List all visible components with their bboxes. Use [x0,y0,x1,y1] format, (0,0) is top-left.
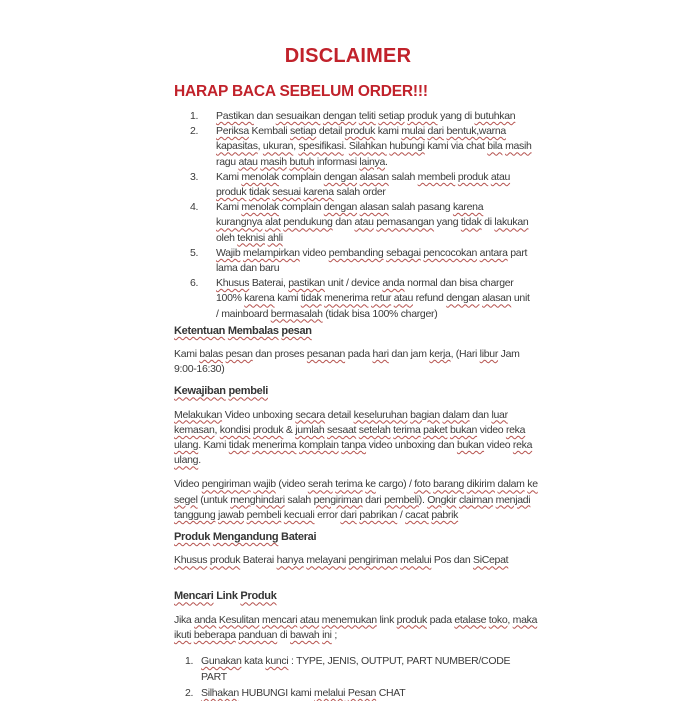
misspelled-word: ahli [267,231,283,244]
misspelled-word: sesuaikan [275,110,321,122]
disclaimer-document [172,44,538,701]
text-run: Video unboxing [222,408,296,421]
text-run: & [283,423,296,436]
page-subtitle: HARAP BACA SEBELUM ORDER!!! [174,83,428,100]
text-run: cargo) / [375,478,415,491]
section [172,589,538,701]
text-run: Video [174,478,202,491]
list-item [172,276,538,322]
text-run: yang di [437,110,475,122]
misspelled-word: bentuk,warna [446,125,506,138]
misspelled-word: serah [307,478,333,491]
misspelled-word: menemukan [321,613,377,626]
misspelled-word: bermasalah [270,307,323,320]
text-run: salah [388,170,418,183]
misspelled-word: libur [479,348,499,361]
list-item [172,200,538,246]
misspelled-word: SiCepat [472,554,509,567]
paragraph [174,347,538,377]
item-number: 4. [190,201,199,214]
misspelled-word: produk [252,423,284,436]
text-run: Jika [174,613,195,626]
item-number: 2. [190,125,199,138]
misspelled-word: menjadi [495,493,531,506]
misspelled-word: pengiriman [201,478,251,491]
misspelled-word: atau [490,170,511,183]
misspelled-word: pembeli [384,493,419,506]
document-sections [172,324,538,701]
misspelled-word: jawab [218,508,244,521]
misspelled-word: ke [365,478,376,491]
misspelled-word: pengiriman [313,493,363,506]
misspelled-word: barang [433,478,465,491]
misspelled-word: Melakukan [174,408,223,421]
misspelled-word: lainya [359,155,386,168]
text-run: (tidak bisa 100% charger) [322,307,438,320]
misspelled-word: butuhkan [474,110,516,122]
text-run: , [293,140,299,153]
misspelled-word: ini [322,628,332,641]
misspelled-word: dengan [323,201,358,214]
misspelled-word: dengan [446,292,480,305]
text-run: unit / mainboard [216,292,530,320]
misspelled-word: anda [194,613,217,626]
misspelled-word: Mengandung [212,531,279,544]
text-run: , [214,423,220,436]
text-run: dari [362,493,385,506]
text-run: Jam 9:00-16:30) [174,348,520,376]
misspelled-word: maka [512,613,538,626]
item-text [216,276,532,322]
text-run: Kami [216,201,242,214]
misspelled-word: sesaat [327,423,357,436]
misspelled-word: pembeli [228,385,268,398]
text-run: dan [469,408,492,421]
text-run: detail [325,408,354,421]
misspelled-word: Pastikan [216,110,254,122]
paragraph [174,553,538,568]
text-run: Link [213,590,241,603]
section-heading [174,530,538,545]
misspelled-word: pesanan [306,348,346,361]
misspelled-word: pabrikan [359,508,398,521]
misspelled-word: panduan [238,628,278,641]
misspelled-word: atau [393,292,413,305]
misspelled-word: setiap [290,125,317,138]
misspelled-word: wajib [253,478,276,491]
section [172,324,538,378]
text-run: di [277,628,291,641]
misspelled-word: produk [216,186,247,199]
section-heading [174,384,538,399]
misspelled-word: pendukung [283,216,333,229]
misspelled-word: tidak [248,186,270,199]
item-number: 2. [185,687,194,700]
misspelled-word: atau [238,155,258,168]
section-heading [174,589,538,604]
misspelled-word: pengiriman [348,554,398,567]
misspelled-word: hubungi [389,140,425,153]
misspelled-word: bagian [410,408,440,421]
text-run: , (Hari [450,348,480,361]
text-run: dan [332,216,355,229]
misspelled-word: melalui [400,554,432,567]
misspelled-word: alasan [359,201,389,214]
misspelled-word: atau [354,216,374,229]
misspelled-word: ukuran [262,140,294,153]
text-run: video unboxing dan [366,439,457,452]
text-run: Baterai [278,531,317,544]
misspelled-word: menolak [241,170,279,183]
misspelled-word: kondisi [219,423,251,436]
misspelled-word: bila [487,140,503,153]
misspelled-word: masih [505,140,532,153]
text-run: normal dan bisa charger 100% [216,277,514,305]
text-run: CHAT [376,687,406,700]
misspelled-word: hari [372,348,389,361]
misspelled-word: kurangnya [216,216,263,229]
misspelled-word: Kewajiban [174,385,226,398]
list-item [172,246,538,276]
misspelled-word: produk [457,170,489,183]
misspelled-word: melalui [314,687,346,700]
item-number: 1. [185,655,194,668]
misspelled-word: mencari [262,613,298,626]
item-number: 3. [190,170,199,183]
misspelled-word: produk [209,554,241,567]
text-run: kata [241,655,266,668]
text-run: part lama dan baru [216,246,528,275]
misspelled-word: Kesulitan [218,613,260,626]
text-run: ). [418,493,428,506]
misspelled-word: masih [260,155,287,168]
section-heading [174,324,538,339]
misspelled-word: pabrik [431,508,459,521]
misspelled-word: foto [414,478,431,491]
text-run: dan proses [252,348,307,361]
misspelled-word: balas [199,348,223,361]
misspelled-word: claiman [458,493,494,506]
misspelled-word: produk [407,110,438,122]
text-run: (video [275,478,308,491]
text-run: oleh [216,231,238,244]
page-title: DISCLAIMER [284,45,412,67]
guide-list [185,653,538,701]
misspelled-word: menerima [324,292,369,305]
misspelled-word: Ongkir [427,493,457,506]
misspelled-word: Khusus [174,554,208,567]
misspelled-word: dengan [323,170,358,183]
misspelled-word: bawah [290,628,320,641]
text-run: ragu [216,155,239,168]
text-run: . Kami [198,439,229,452]
text-run: , [257,140,263,153]
paragraph [174,477,538,523]
misspelled-word: setelah [358,423,391,436]
misspelled-word: menerima [252,439,297,452]
text-run: informasi [314,155,360,168]
misspelled-word: sesuai [272,186,301,199]
misspelled-word: dengan [322,110,357,122]
misspelled-word: tidak [460,216,482,229]
misspelled-word: spesifikasi [298,140,344,153]
paragraph [174,613,538,643]
item-text [198,685,538,701]
misspelled-word: Produk [240,590,277,603]
misspelled-word: sebagai [386,246,421,259]
item-number: 5. [190,246,199,259]
misspelled-word: kemasan [174,423,215,436]
list-item [172,124,538,170]
item-text [216,246,532,276]
misspelled-word: Mencari [174,590,214,603]
misspelled-word: paket [423,423,448,436]
text-run: salah [284,493,314,506]
misspelled-word: Wajib [216,246,241,259]
section [172,384,538,523]
text-run: error [314,508,341,521]
list-item [172,170,538,200]
misspelled-word: teknisi [237,231,265,244]
text-run: Baterai [240,554,277,567]
misspelled-word: melampirkan [243,246,300,259]
text-run: salah pasang [388,201,453,214]
misspelled-word: Pesan [347,687,377,700]
misspelled-word: mulai [401,125,425,138]
misspelled-word: terima [335,478,363,491]
text-run: (untuk [197,493,231,506]
misspelled-word: cacat [405,508,429,521]
misspelled-word: atau [299,613,320,626]
text-run: , [507,613,513,626]
misspelled-word: dikirim [466,478,495,491]
text-run: Kami [174,348,200,361]
misspelled-word: Membalas [227,324,279,337]
misspelled-word: Ketentuan [174,324,226,337]
misspelled-word: karena [452,201,484,214]
misspelled-word: tanggung [174,508,216,521]
text-run: di [481,216,495,229]
text-run: video [484,439,513,452]
misspelled-word: dari [427,125,444,138]
guide-list-item [185,685,538,701]
text-run: complain [278,201,324,214]
misspelled-word: tidak [228,439,250,452]
misspelled-word: menghindari [230,493,285,506]
misspelled-word: toko [488,613,508,626]
disclaimer-list [172,109,538,322]
text-run: kami via chat [424,140,488,153]
misspelled-word: Gunakan [201,655,242,668]
misspelled-word: dari [340,508,357,521]
misspelled-word: kerja [429,348,451,361]
item-text [216,109,532,124]
text-run: ; [331,628,337,641]
text-run: complain [278,170,324,183]
misspelled-word: reka [512,439,533,452]
misspelled-word: ulang [174,439,199,452]
item-text [216,170,532,200]
misspelled-word: pesan [225,348,253,361]
text-run: : TYPE, JENIS, OUTPUT, PART NUMBER/CODE PART [201,655,511,684]
misspelled-word: luar [491,408,508,421]
misspelled-word: ke [527,478,538,491]
misspelled-word: keseluruhan [353,408,408,421]
misspelled-word: Silahkan [348,140,387,153]
guide-list-item [185,653,538,685]
misspelled-word: bukan [449,423,478,436]
misspelled-word: reka [505,423,526,436]
misspelled-word: produk [396,613,427,626]
text-run: . [385,155,388,168]
item-number: 1. [190,110,199,122]
misspelled-word: anda [382,277,405,290]
misspelled-word: ulang [174,454,199,467]
text-run: detail [316,125,345,138]
text-run: yang [434,216,461,229]
misspelled-word: alasan [359,170,389,183]
text-run: Baterai, [249,277,289,290]
misspelled-word: pemasangan [376,216,435,229]
misspelled-word: kunci [265,655,289,668]
misspelled-word: retur [371,292,392,305]
item-text [216,124,532,170]
misspelled-word: etalase [454,613,487,626]
text-run: unit / device [324,277,383,290]
text-run: . [343,140,349,153]
misspelled-word: dalam [442,408,470,421]
misspelled-word: Silhakan [201,687,239,700]
misspelled-word: segel [174,493,198,506]
section [172,530,538,568]
text-run: . [198,454,201,467]
item-text [198,653,538,685]
text-run: HUBUNGI kami [238,687,315,700]
text-run: Kembali [248,125,290,138]
misspelled-word: dalam [497,478,525,491]
paragraph [174,408,538,469]
text-run: refund [413,292,447,305]
misspelled-word: karena [303,186,334,199]
misspelled-word: terima [393,423,421,436]
text-run: video [299,246,329,259]
misspelled-word: Produk [174,531,211,544]
misspelled-word: pencocokan [423,246,478,259]
text-run: kami [274,292,301,305]
text-run: dan [253,110,276,122]
misspelled-word: karena [244,292,275,305]
text-run: kami [375,125,402,138]
item-text [216,200,532,246]
misspelled-word: kapasitas [216,140,258,153]
misspelled-word: secara [295,408,326,421]
text-run: Pos dan [431,554,473,567]
text-run: / [397,508,406,521]
misspelled-word: ikuti [174,628,192,641]
text-run: link [376,613,397,626]
item-number: 6. [190,277,199,290]
misspelled-word: pembanding [328,246,384,259]
text-run: pada [426,613,455,626]
misspelled-word: tidak [300,292,322,305]
text-run: pada [345,348,373,361]
misspelled-word: jumlah [295,423,325,436]
misspelled-word: menolak [241,201,279,214]
misspelled-word: Khusus [216,277,250,290]
misspelled-word: komplain [299,439,339,452]
misspelled-word: alasan [482,292,512,305]
text-run: salah order [333,186,386,199]
misspelled-word: beberapa [193,628,236,641]
text-run: video [477,423,506,436]
misspelled-word: lakukan [494,216,529,229]
misspelled-word: hanya [276,554,304,567]
misspelled-word: melayani [306,554,346,567]
misspelled-word: membeli [417,170,456,183]
misspelled-word: butuh [289,155,315,168]
misspelled-word: tanpa [341,439,367,452]
misspelled-word: teliti [358,110,376,122]
text-run: dan jam [388,348,430,361]
misspelled-word: kecuali [283,508,315,521]
misspelled-word: Periksa [216,125,249,138]
text-run: Kami [216,170,242,183]
misspelled-word: setiap [378,110,405,122]
misspelled-word: alat [264,216,281,229]
misspelled-word: bukan [456,439,485,452]
misspelled-word: pastikan [288,277,325,290]
misspelled-word: pembeli [246,508,282,521]
list-item [172,109,538,124]
misspelled-word: antara [479,246,508,259]
misspelled-word: pesan [281,324,312,337]
misspelled-word: produk [344,125,376,138]
